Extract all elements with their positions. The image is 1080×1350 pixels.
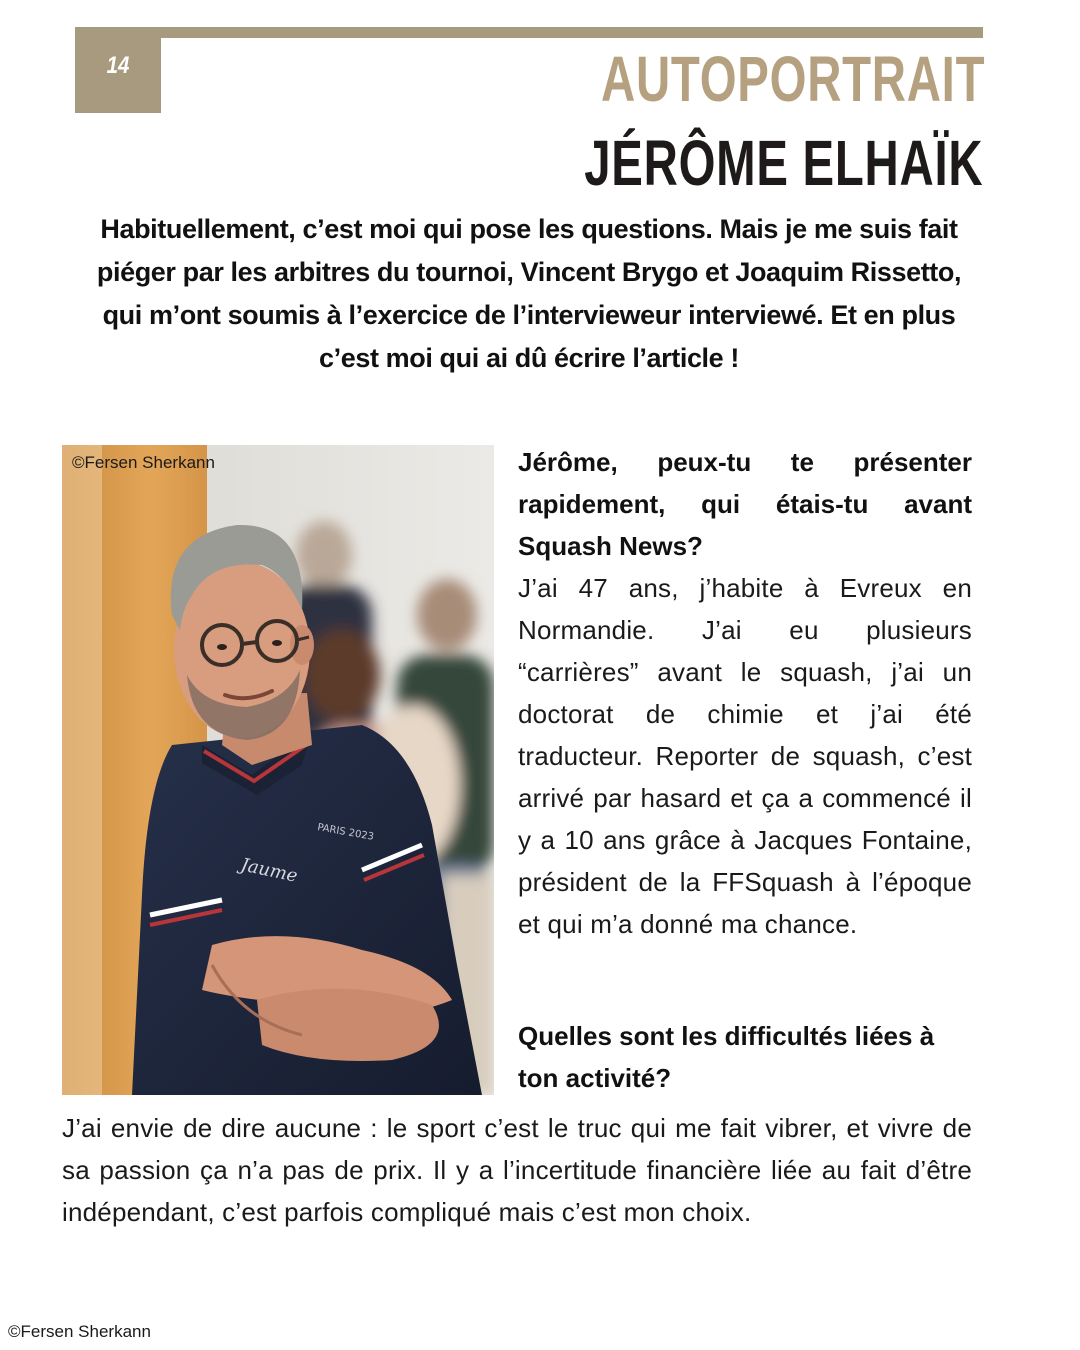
header-rule: [75, 27, 983, 38]
svg-text:PARIS 2023: PARIS 2023: [316, 822, 375, 843]
answer-2: J’ai envie de dire aucune : le sport c’est le truc qui me fait vibrer, et vivre de sa passion ça n’a pas de prix. Il y a l’incertitude financière liée au fait d’être indépendant, c’est parfois compliqué mais c’est mon choix.: [62, 1113, 972, 1227]
section-kicker: AUTOPORTRAIT: [600, 43, 985, 115]
page-number-box: [75, 38, 161, 113]
portrait-photo: [62, 445, 494, 1095]
portrait-illustration: [62, 445, 494, 1095]
intro-paragraph: Habituellement, c’est moi qui pose les questions. Mais je me suis fait piéger par les arbitres du tournoi, Vincent Brygo et Joaquim Rissetto, qui m’ont soumis à l’exercice de l’intervieweur interviewé. Et en plus c’est moi qui ai dû écrire l’article !: [96, 214, 962, 373]
question-1: Jérôme, peux-tu te présenter rapidement, qui étais-tu avant Squash News?: [518, 447, 972, 561]
photo-credit: ©Fersen Sherkann: [72, 453, 215, 472]
answer-1: J’ai 47 ans, j’habite à Evreux en Normandie. J’ai eu plusieurs “carrières” avant le squash, j’ai un doctorat de chimie et j’ai été traducteur. Reporter de squash, c’est arrivé par hasard et ça a commencé il y a 10 ans grâce à Jacques Fontaine, président de la FFSquash à l’époque et qui m’a donné ma chance.: [518, 573, 972, 939]
footer-photo-credit: ©Fersen Sherkann: [8, 1322, 151, 1341]
question-2: Quelles sont les difficultés liées à ton activité?: [518, 1021, 935, 1093]
article-title: JÉRÔME ELHAÏK: [583, 127, 983, 199]
svg-text:Jaume: Jaume: [238, 854, 300, 887]
page-number: 14: [106, 52, 130, 79]
